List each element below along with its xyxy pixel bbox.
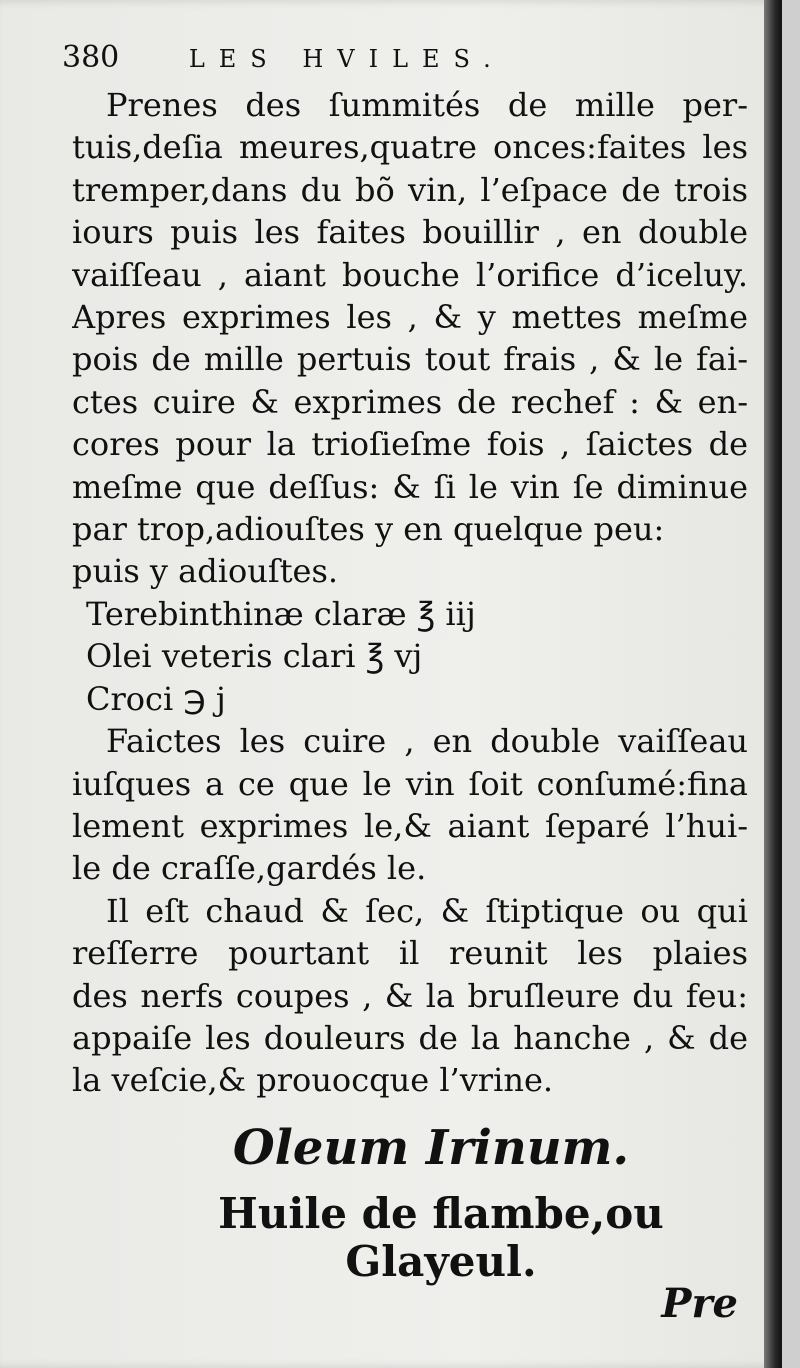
section-title-french-line-1: Huile de flambe,ou xyxy=(218,1189,664,1238)
text-line: iuſques a ce que le vin ſoit conſumé:fina xyxy=(72,764,748,803)
text-line: Il eſt chaud & ſec, & ſtiptique ou qui xyxy=(106,891,748,930)
paragraph-3 xyxy=(72,890,748,1102)
text-line: reſſerre pourtant il reunit les plaies xyxy=(72,934,748,973)
text-line: tuis,deſia meures,quatre onces:faites les xyxy=(72,128,748,167)
paragraph-2 xyxy=(72,720,748,890)
text-line: Apres exprimes les , & y mettes meſme xyxy=(72,298,748,337)
recipe-ingredient: Olei veteris clari ℥ vj xyxy=(86,637,423,676)
recipe-ingredient: Croci ℈ j xyxy=(86,679,226,718)
text-line: Prenes des ſummités de mille per- xyxy=(106,86,748,124)
section-title-french-line-2: Glayeul. xyxy=(345,1237,537,1286)
body-text xyxy=(72,84,748,1102)
text-line: tremper,dans du bõ vin, l’eſpace de trois xyxy=(72,170,748,209)
paragraph-1 xyxy=(72,84,748,593)
text-line: ctes cuire & exprimes de rechef : & en- xyxy=(72,382,748,421)
page-number: 380 xyxy=(62,40,120,75)
text-line: puis y adiouſtes. xyxy=(72,552,339,591)
running-title: LES HVILES. xyxy=(188,45,505,73)
text-line: la veſcie,& prouocque l’vrine. xyxy=(72,1061,554,1100)
text-line: pois de mille pertuis tout frais , & le fai- xyxy=(72,340,748,379)
section-title-latin: Oleum Irinum. xyxy=(232,1120,630,1176)
text-line: iours puis les faites bouillir , en double xyxy=(72,213,748,252)
running-header xyxy=(62,38,505,79)
text-line: appaiſe les douleurs de la hanche , & de xyxy=(72,1018,748,1057)
recipe-ingredient: Terebinthinæ claræ ℥ iij xyxy=(86,594,476,633)
text-line: cores pour la trioſieſme fois , ſaictes de xyxy=(72,425,748,464)
text-line: des nerfs coupes , & la bruſleure du feu: xyxy=(72,976,748,1015)
text-line: meſme que deſſus: & ſi le vin ſe diminue xyxy=(72,467,748,506)
text-line: le de craſſe,gardés le. xyxy=(72,849,427,888)
text-line: par trop,adiouſtes y en quelque peu: xyxy=(72,510,665,549)
text-line: Faictes les cuire , en double vaiſſeau xyxy=(106,722,748,761)
text-line: vaiſſeau , aiant bouche l’orifice d’iceluy. xyxy=(72,255,748,294)
recipe-list xyxy=(72,593,748,720)
text-line: lement exprimes le,& aiant ſeparé l’hui- xyxy=(72,806,748,845)
catchword: Pre xyxy=(661,1280,738,1327)
